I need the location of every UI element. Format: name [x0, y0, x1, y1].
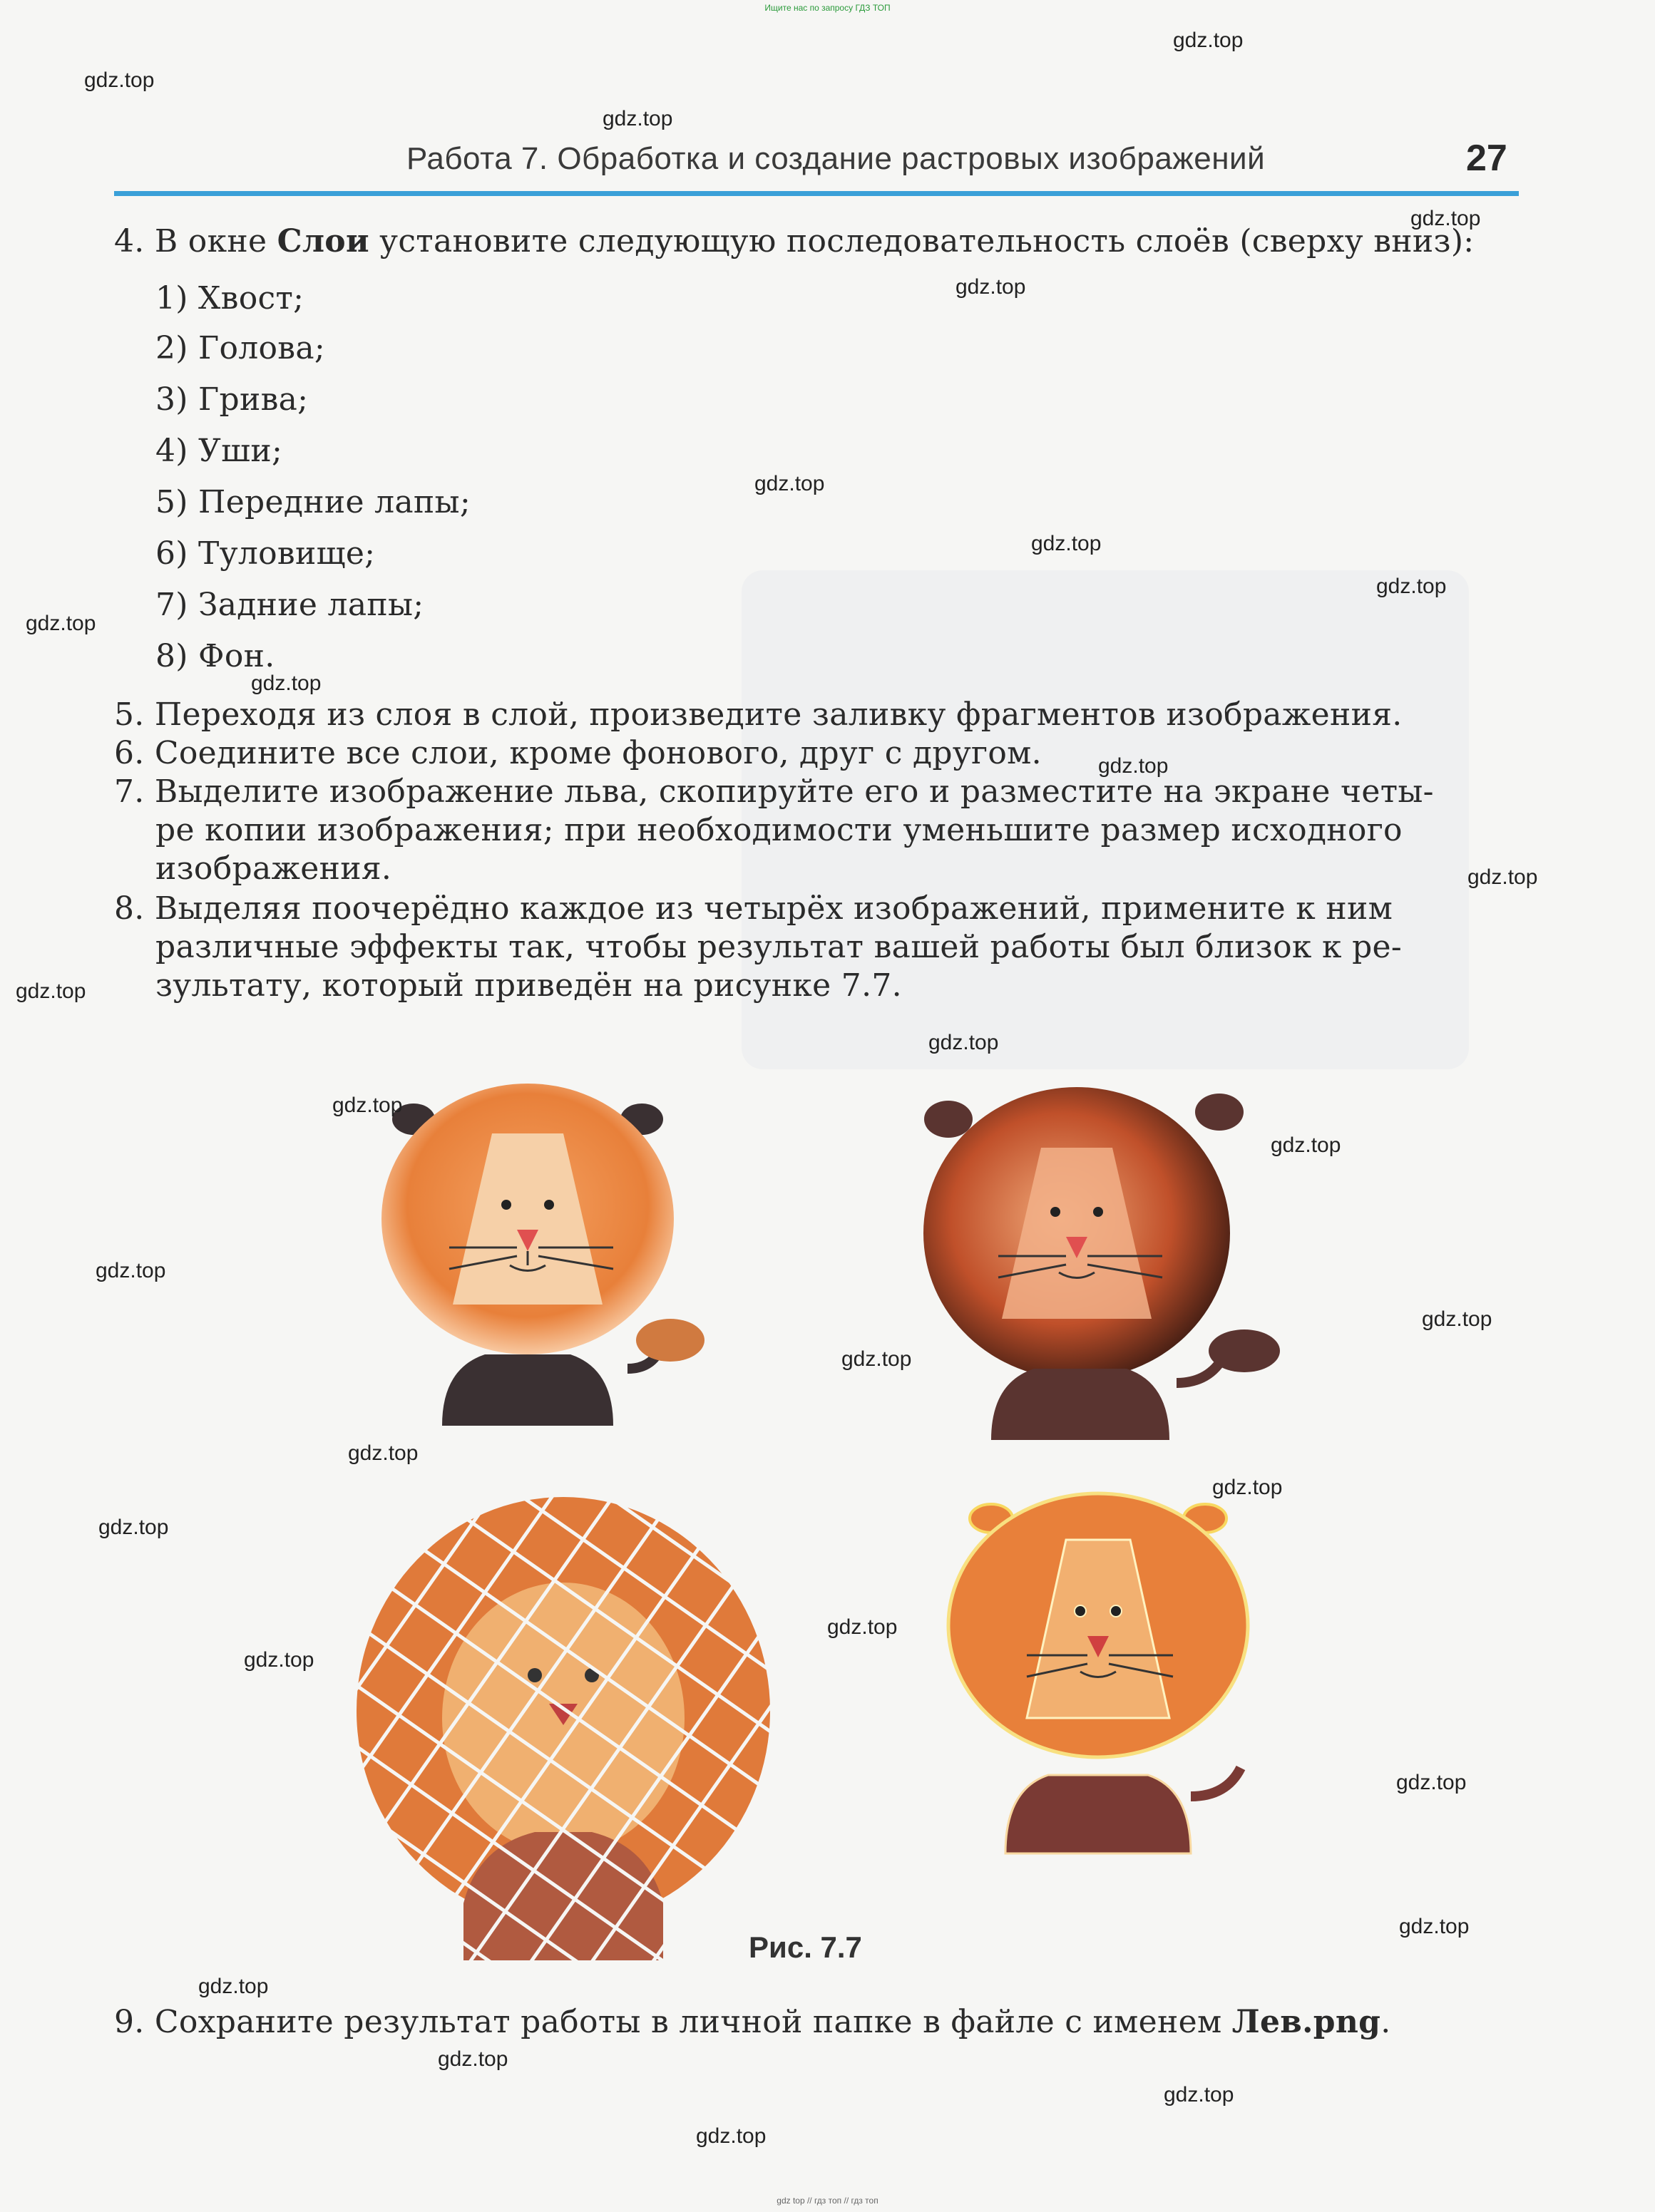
step-8-line-1: 8. Выделяя поочерёдно каждое из четырёх изображений, примените к ним — [114, 890, 1393, 927]
watermark-link[interactable]: gdz.top — [928, 1031, 999, 1054]
step-7-line-3: изображения. — [155, 850, 392, 887]
step-8-line-3: зультату, который приведён на рисунке 7.7. — [155, 967, 902, 1004]
watermark-link[interactable]: gdz.top — [84, 68, 155, 92]
step-9-text-after: . — [1380, 2004, 1391, 2040]
watermark-link[interactable]: gdz.top — [1173, 29, 1244, 52]
watermark-link[interactable]: gdz.top — [332, 1094, 403, 1117]
watermark-link[interactable]: gdz.top — [96, 1259, 166, 1282]
watermark-link[interactable]: gdz.top — [438, 2047, 508, 2071]
layer-item: 7) Задние лапы; — [155, 587, 424, 623]
layer-item: 4) Уши; — [155, 433, 283, 469]
top-notice[interactable]: Ищите нас по запросу ГДЗ ТОП — [764, 3, 891, 13]
step-7-line-2: ре копии изображения; при необходимости уменьшите размер исходного — [155, 812, 1403, 848]
lion-image-4-embossed — [927, 1490, 1326, 1861]
step-7-line-1: 7. Выделите изображение льва, скопируйте его и разместите на экране четы- — [114, 773, 1434, 810]
layer-item: 2) Голова; — [155, 330, 326, 366]
watermark-link[interactable]: gdz.top — [1467, 865, 1538, 889]
layer-item: 8) Фон. — [155, 638, 275, 674]
watermark-link[interactable]: gdz.top — [955, 275, 1026, 299]
watermark-link[interactable]: gdz.top — [696, 2124, 767, 2148]
layer-item: 3) Грива; — [155, 381, 309, 418]
watermark-link[interactable]: gdz.top — [16, 979, 86, 1003]
watermark-link[interactable]: gdz.top — [198, 1975, 269, 1998]
step-8-line-2: различные эффекты так, чтобы результат вашей работы был близок к ре- — [155, 929, 1403, 965]
watermark-link[interactable]: gdz.top — [1098, 754, 1169, 778]
step-4-bold-word: Слои — [277, 223, 369, 259]
watermark-link[interactable]: gdz.top — [1422, 1307, 1492, 1331]
step-4-text-after: установите следующую последовательность слоёв (сверху вниз): — [369, 223, 1475, 259]
step-4 — [114, 222, 1474, 261]
watermark-link[interactable]: gdz.top — [1212, 1476, 1283, 1499]
watermark-link[interactable]: gdz.top — [1399, 1915, 1470, 1938]
step-6: 6. Соедините все слои, кроме фонового, друг с другом. — [114, 735, 1042, 771]
layer-item: 5) Передние лапы; — [155, 484, 471, 520]
watermark-link[interactable]: gdz.top — [1164, 2083, 1234, 2106]
lion-image-2 — [906, 1069, 1305, 1447]
step-9-filename: Лев.png — [1231, 2004, 1381, 2040]
layer-item: 1) Хвост; — [155, 280, 304, 317]
watermark-link[interactable]: gdz.top — [348, 1441, 419, 1465]
page-number: 27 — [1466, 138, 1507, 179]
header-rule — [114, 191, 1519, 196]
step-4-number: 4. — [114, 223, 145, 259]
lion-image-1 — [357, 1069, 727, 1433]
watermark-link[interactable]: gdz.top — [98, 1516, 169, 1539]
watermark-link[interactable]: gdz.top — [251, 672, 322, 695]
step-4-text-before: В окне — [154, 223, 277, 259]
step-9 — [114, 2003, 1391, 2042]
step-5: 5. Переходя из слоя в слой, произведите заливку фрагментов изображения. — [114, 696, 1403, 733]
watermark-link[interactable]: gdz.top — [827, 1615, 898, 1639]
watermark-link[interactable]: gdz.top — [1271, 1133, 1341, 1157]
watermark-link[interactable]: gdz.top — [1376, 575, 1447, 598]
watermark-link[interactable]: gdz.top — [244, 1648, 314, 1672]
watermark-link[interactable]: gdz.top — [754, 472, 825, 495]
layer-item: 6) Туловище; — [155, 535, 376, 572]
watermark-link[interactable]: gdz.top — [26, 612, 96, 635]
watermark-link[interactable]: gdz.top — [1031, 532, 1102, 555]
lion-image-3-tiled — [321, 1476, 806, 1989]
watermark-link[interactable]: gdz.top — [603, 107, 673, 130]
step-9-text-before: 9. Сохраните результат работы в личной папке в файле с именем — [114, 2004, 1232, 2040]
page-header-title: Работа 7. Обработка и создание растровых изображений — [406, 141, 1266, 176]
figure-caption: Рис. 7.7 — [749, 1930, 862, 1964]
watermark-link[interactable]: gdz.top — [1410, 207, 1481, 230]
bottom-notice[interactable]: gdz top // гдз топ // гдз топ — [777, 2196, 878, 2206]
watermark-link[interactable]: gdz.top — [841, 1347, 912, 1371]
watermark-link[interactable]: gdz.top — [1396, 1771, 1467, 1794]
